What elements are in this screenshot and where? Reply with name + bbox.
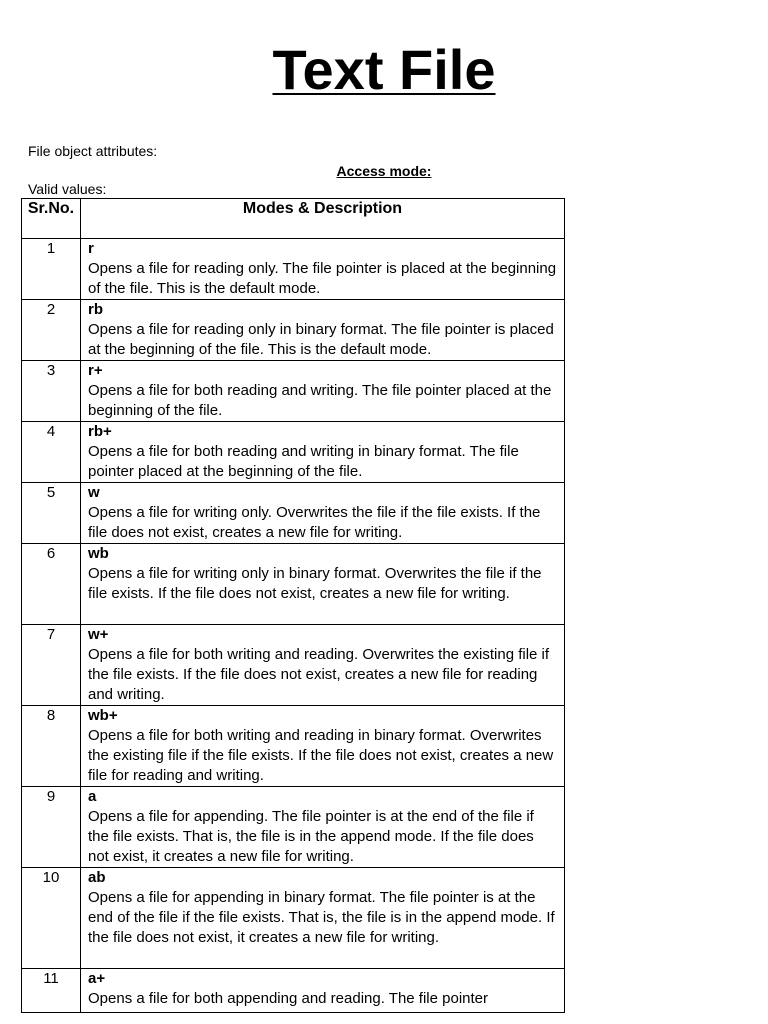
page-title bbox=[0, 38, 768, 102]
row-number: 2 bbox=[22, 300, 81, 361]
row-mode-description bbox=[81, 625, 565, 706]
table-row bbox=[22, 706, 565, 787]
table-row bbox=[22, 787, 565, 868]
mode-name: r+ bbox=[88, 362, 103, 379]
row-mode-description bbox=[81, 361, 565, 422]
valid-values-label: Valid values: bbox=[28, 181, 107, 197]
table-body bbox=[22, 239, 565, 1013]
mode-description: Opens a file for writing only. Overwrites the file if the file exists. If the file does not exist, creates a new file for writing. bbox=[88, 504, 541, 541]
row-number: 11 bbox=[22, 969, 81, 1013]
access-mode-heading bbox=[0, 163, 768, 179]
table-row bbox=[22, 969, 565, 1013]
mode-name: rb bbox=[88, 301, 103, 318]
mode-name: a bbox=[88, 788, 97, 805]
mode-description: Opens a file for reading only in binary format. The file pointer is placed at the beginning of the file. This is the default mode. bbox=[88, 321, 554, 358]
row-number: 6 bbox=[22, 544, 81, 625]
table-row bbox=[22, 239, 565, 300]
row-mode-description bbox=[81, 239, 565, 300]
mode-description: Opens a file for appending. The file pointer is at the end of the file if the file exists. That is, the file is in the append mode. If the file does not exist, it creates a new file for writing. bbox=[88, 808, 534, 865]
row-number: 7 bbox=[22, 625, 81, 706]
row-number: 3 bbox=[22, 361, 81, 422]
row-mode-description bbox=[81, 969, 565, 1013]
header-modes-description: Modes & Description bbox=[81, 199, 565, 239]
table-row bbox=[22, 483, 565, 544]
row-number: 4 bbox=[22, 422, 81, 483]
mode-name: a+ bbox=[88, 970, 106, 987]
mode-description: Opens a file for both reading and writing. The file pointer placed at the beginning of the file. bbox=[88, 382, 552, 419]
mode-name: w bbox=[88, 484, 100, 501]
mode-description: Opens a file for both writing and reading in binary format. Overwrites the existing file if the file exists. If the file does not exist, creates a new file for reading and writing. bbox=[88, 727, 554, 784]
row-number: 10 bbox=[22, 868, 81, 969]
mode-name: rb+ bbox=[88, 423, 112, 440]
modes-table bbox=[21, 198, 565, 1013]
row-number: 8 bbox=[22, 706, 81, 787]
row-mode-description bbox=[81, 787, 565, 868]
mode-name: wb bbox=[88, 545, 109, 562]
mode-name: r bbox=[88, 240, 94, 257]
row-mode-description bbox=[81, 868, 565, 969]
mode-name: wb+ bbox=[88, 707, 118, 724]
row-mode-description bbox=[81, 706, 565, 787]
table-row bbox=[22, 361, 565, 422]
row-mode-description bbox=[81, 483, 565, 544]
table-row bbox=[22, 544, 565, 625]
mode-description: Opens a file for both appending and reading. The file pointer bbox=[88, 990, 489, 1007]
table-row bbox=[22, 300, 565, 361]
row-mode-description bbox=[81, 422, 565, 483]
header-sr-no: Sr.No. bbox=[22, 199, 81, 239]
row-mode-description bbox=[81, 300, 565, 361]
mode-description: Opens a file for both reading and writing in binary format. The file pointer placed at the beginning of the file. bbox=[88, 443, 519, 480]
mode-description: Opens a file for writing only in binary format. Overwrites the file if the file exists. If the file does not exist, creates a new file for writing. bbox=[88, 565, 542, 602]
row-number: 1 bbox=[22, 239, 81, 300]
file-object-attributes-label: File object attributes: bbox=[28, 143, 158, 159]
table-row bbox=[22, 625, 565, 706]
row-number: 9 bbox=[22, 787, 81, 868]
row-mode-description bbox=[81, 544, 565, 625]
mode-description: Opens a file for appending in binary format. The file pointer is at the end of the file if the file exists. That is, the file is in the append mode. If the file does not exist, it creates a new file for writing. bbox=[88, 889, 555, 946]
page-title-text: Text File bbox=[272, 38, 496, 101]
table-row bbox=[22, 868, 565, 969]
mode-name: w+ bbox=[88, 626, 109, 643]
access-mode-heading-text: Access mode: bbox=[336, 163, 432, 179]
table-header-row bbox=[22, 199, 565, 239]
row-number: 5 bbox=[22, 483, 81, 544]
table-row bbox=[22, 422, 565, 483]
mode-description: Opens a file for reading only. The file pointer is placed at the beginning of the file. This is the default mode. bbox=[88, 260, 557, 297]
mode-name: ab bbox=[88, 869, 106, 886]
mode-description: Opens a file for both writing and reading. Overwrites the existing file if the file exists. If the file does not exist, creates a new file for reading and writing. bbox=[88, 646, 550, 703]
